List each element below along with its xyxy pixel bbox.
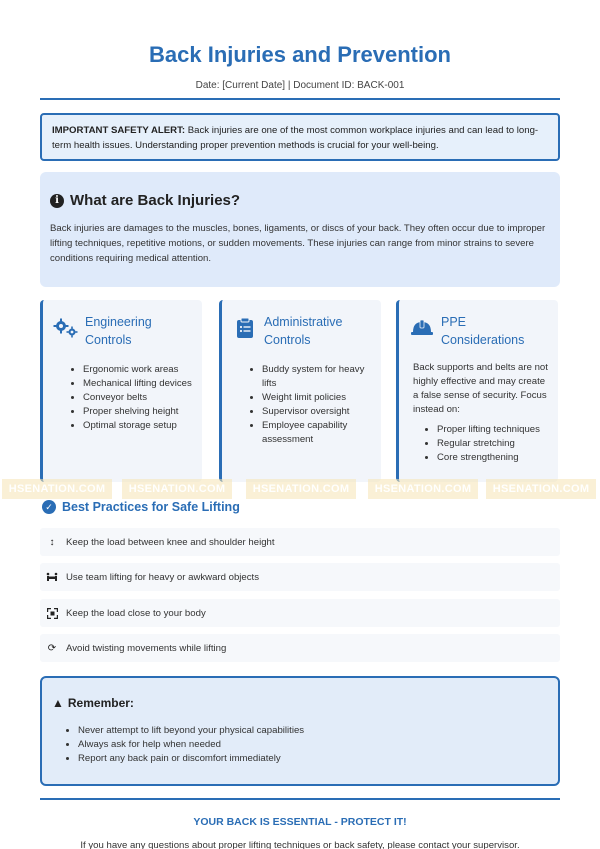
sync-icon: ⟳	[47, 642, 57, 654]
watermark: HSENATION.COM	[122, 479, 232, 499]
list-item: • Proper shelving height	[83, 405, 194, 419]
administrative-list	[232, 363, 373, 447]
best-practices-heading: Best Practices for Safe Lifting	[62, 500, 240, 514]
list-item: • Weight limit policies	[262, 391, 373, 405]
alert-label: IMPORTANT SAFETY ALERT:	[52, 125, 186, 136]
list-item: • Conveyor belts	[83, 391, 194, 405]
footer-divider	[40, 798, 560, 800]
list-item: • Report any back pain or discomfort immediately	[78, 752, 548, 766]
ppe-title-line2: Considerations	[441, 333, 525, 347]
best-practice-item	[40, 634, 560, 662]
engineering-list	[53, 363, 194, 433]
best-practices-heading-row	[42, 500, 240, 514]
hard-hat-icon	[409, 313, 435, 343]
safety-alert-box	[40, 113, 560, 161]
list-item: • Ergonomic work areas	[83, 363, 194, 377]
list-item: • Supervisor oversight	[262, 405, 373, 419]
warning-icon: ▲	[52, 696, 64, 710]
page-title: Back Injuries and Prevention	[149, 42, 451, 67]
remember-heading: Remember:	[67, 696, 134, 710]
footer-note: If you have any questions about proper lifting techniques or back safety, please contact your supervisor.	[80, 840, 520, 849]
list-item: • Never attempt to lift beyond your physical capabilities	[78, 724, 548, 738]
arrows-vertical-icon: ↕	[49, 536, 55, 548]
best-practice-item	[40, 599, 560, 627]
best-practice-text: Avoid twisting movements while lifting	[66, 642, 227, 654]
administrative-title-line1: Administrative	[264, 315, 343, 329]
list-item: • Employee capability assessment	[262, 419, 373, 447]
watermark: HSENATION.COM	[368, 479, 478, 499]
ppe-title-line1: PPE	[441, 315, 467, 329]
remember-list	[52, 724, 548, 766]
people-carry-icon	[46, 572, 58, 582]
list-item: • Core strengthening	[437, 451, 550, 465]
compress-icon	[46, 608, 58, 619]
engineering-title-line2: Controls	[85, 333, 132, 347]
list-item: • Regular stretching	[437, 437, 550, 451]
list-item: • Proper lifting techniques	[437, 423, 550, 437]
header-divider	[40, 98, 560, 100]
alert-text: Back injuries are one of the most common workplace injuries and can lead to long-term health issues. Understanding proper prevention methods is crucial for your well-being.	[52, 125, 539, 151]
ppe-intro: Back supports and belts are not highly effective and may create a false sense of security. Focus instead on:	[413, 362, 548, 415]
ppe-list	[409, 423, 550, 465]
best-practice-text: Keep the load between knee and shoulder height	[66, 536, 275, 548]
list-item: • Optimal storage setup	[83, 419, 194, 433]
list-item: • Mechanical lifting devices	[83, 377, 194, 391]
info-icon: i	[50, 194, 64, 208]
best-practice-item	[40, 528, 560, 556]
document-meta: Date: [Current Date] | Document ID: BACK-001	[195, 80, 405, 91]
watermark: HSENATION.COM	[486, 479, 596, 499]
best-practice-text: Keep the load close to your body	[66, 607, 206, 619]
engineering-title-line1: Engineering	[85, 315, 152, 329]
remember-box	[40, 676, 560, 786]
what-are-back-injuries-section	[40, 172, 560, 287]
clipboard-icon	[232, 313, 258, 343]
gears-icon	[53, 313, 79, 343]
footer-cta: YOUR BACK IS ESSENTIAL - PROTECT IT!	[193, 816, 407, 828]
best-practice-item	[40, 563, 560, 591]
what-heading: What are Back Injuries?	[70, 192, 241, 209]
administrative-controls-card	[219, 300, 381, 482]
watermark: HSENATION.COM	[2, 479, 112, 499]
engineering-controls-card	[40, 300, 202, 482]
list-item: • Always ask for help when needed	[78, 738, 548, 752]
administrative-title-line2: Controls	[264, 333, 311, 347]
what-body: Back injuries are damages to the muscles, bones, ligaments, or discs of your back. They often occur due to improper lifting techniques, repetitive motions, or sudden movements. These injuries can range from minor strains to severe conditions requiring medical attention.	[50, 223, 546, 264]
ppe-considerations-card	[396, 300, 558, 482]
list-item: • Buddy system for heavy lifts	[262, 363, 373, 391]
watermark: HSENATION.COM	[246, 479, 356, 499]
check-circle-icon: ✓	[42, 500, 56, 514]
best-practice-text: Use team lifting for heavy or awkward objects	[66, 571, 260, 583]
